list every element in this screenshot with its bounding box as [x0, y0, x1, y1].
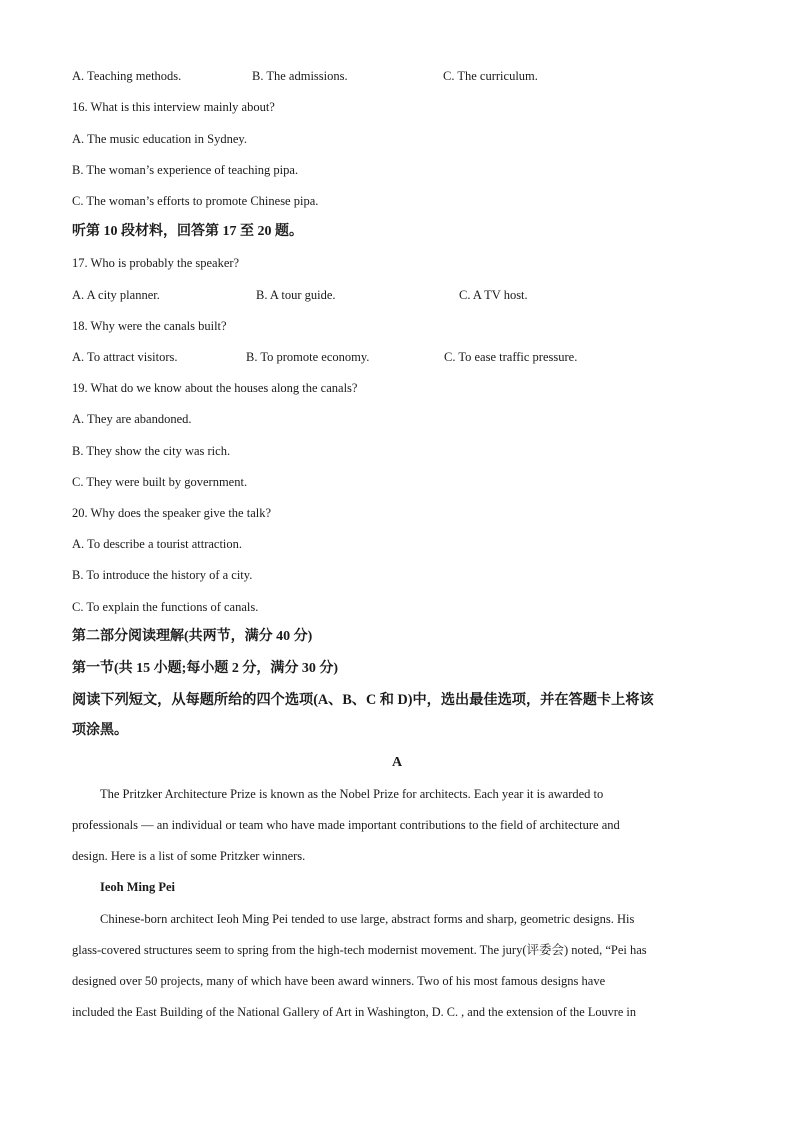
- q15-option-c: C. The curriculum.: [443, 69, 538, 83]
- q20-option-c: C. To explain the functions of canals.: [72, 600, 259, 614]
- q16-option-c: C. The woman’s efforts to promote Chinese pipa.: [72, 194, 319, 208]
- q18-option-b: B. To promote economy.: [246, 350, 370, 364]
- intro-line-3: design. Here is a list of some Pritzker winners.: [72, 849, 306, 863]
- q16-question: 16. What is this interview mainly about?: [72, 100, 275, 114]
- pei-line-4: included the East Building of the National Gallery of Art in Washington, D. C. , and the extension of the Louvre in: [72, 1005, 636, 1019]
- q17-question: 17. Who is probably the speaker?: [72, 256, 240, 270]
- q16-option-b: B. The woman’s experience of teaching pipa.: [72, 163, 299, 177]
- q15-option-a: A. Teaching methods.: [72, 69, 182, 83]
- instructions-line-2: 项涂黑。: [72, 723, 128, 738]
- q18-option-c: C. To ease traffic pressure.: [444, 350, 578, 364]
- q17-option-b: B. A tour guide.: [256, 288, 336, 302]
- winner-name-pei: Ieoh Ming Pei: [100, 880, 175, 894]
- q19-option-b: B. They show the city was rich.: [72, 444, 231, 458]
- q17-option-a: A. A city planner.: [72, 288, 160, 302]
- q17-option-c: C. A TV host.: [459, 288, 528, 302]
- q18-option-a: A. To attract visitors.: [72, 350, 178, 364]
- intro-line-1: The Pritzker Architecture Prize is known as the Nobel Prize for architects. Each year it is awarded to: [100, 787, 604, 801]
- q15-option-b: B. The admissions.: [252, 69, 348, 83]
- pei-line-3: designed over 50 projects, many of which have been award winners. Two of his most famous designs have: [72, 974, 606, 988]
- section1-heading: 第一节(共 15 小题;每小题 2 分，满分 30 分): [72, 661, 338, 676]
- intro-line-2: professionals — an individual or team who have made important contributions to the field of architecture and: [72, 818, 620, 832]
- q18-question: 18. Why were the canals built?: [72, 319, 227, 333]
- q20-option-b: B. To introduce the history of a city.: [72, 568, 253, 582]
- instructions-line-1: 阅读下列短文，从每题所给的四个选项(A、B、C 和 D)中，选出最佳选项，并在答题卡上将该: [72, 692, 654, 708]
- q19-question: 19. What do we know about the houses along the canals?: [72, 381, 358, 395]
- pei-line-1: Chinese-born architect Ieoh Ming Pei tended to use large, abstract forms and sharp, geometric designs. His: [100, 912, 635, 926]
- pei-line-2: glass-covered structures seem to spring from the high-tech modernist movement. The jury(评委会) noted, “Pei has: [72, 943, 647, 957]
- q19-option-c: C. They were built by government.: [72, 475, 248, 489]
- q16-option-a: A. The music education in Sydney.: [72, 132, 247, 146]
- part2-heading: 第二部分阅读理解(共两节，满分 40 分): [72, 629, 313, 644]
- passage-label: A: [391, 755, 403, 770]
- q20-option-a: A. To describe a tourist attraction.: [72, 537, 243, 551]
- q20-question: 20. Why does the speaker give the talk?: [72, 506, 272, 520]
- q19-option-a: A. They are abandoned.: [72, 412, 192, 426]
- section10-heading: 听第 10 段材料，回答第 17 至 20 题。: [72, 224, 303, 239]
